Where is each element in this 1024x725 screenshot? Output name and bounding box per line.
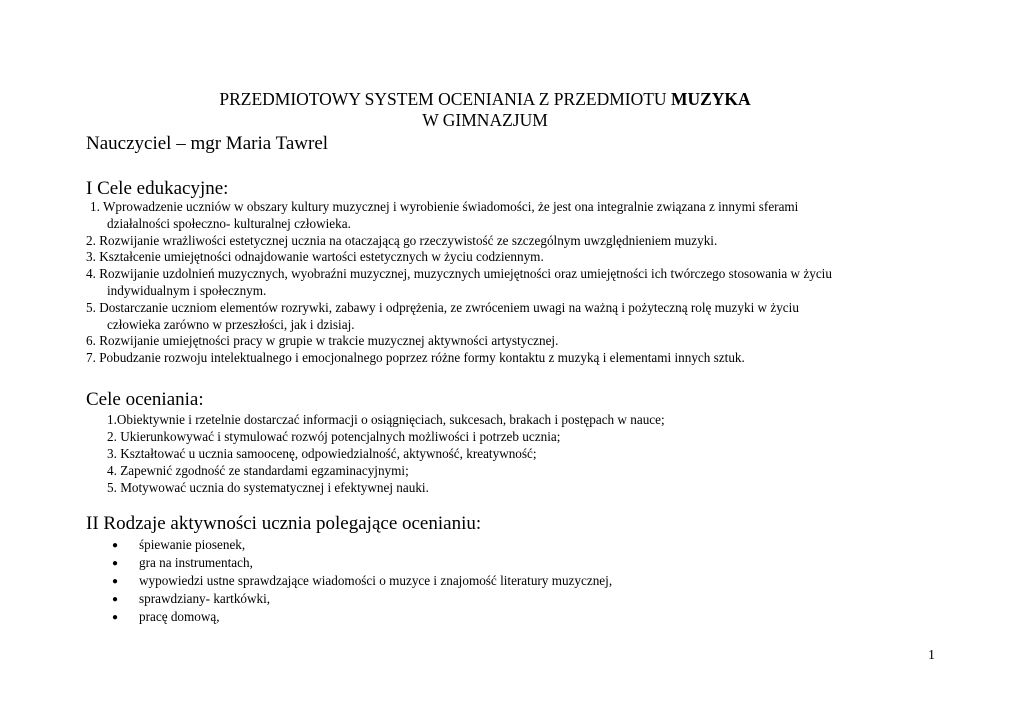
goal-line: 7. Pobudzanie rozwoju intelektualnego i emocjonalnego poprzez różne formy kontaktu z muzyką i elementami innych sztuk.	[86, 350, 745, 365]
goal-line: działalności społeczno- kulturalnej człowieka.	[107, 216, 351, 231]
title-prefix: PRZEDMIOTOWY SYSTEM OCENIANIA Z PRZEDMIOTU	[219, 89, 671, 109]
assessment-goal-line: 3. Kształtować u ucznia samoocenę, odpowiedzialność, aktywność, kreatywność;	[107, 446, 537, 461]
title-subject: MUZYKA	[670, 89, 751, 109]
bullet-icon: ●	[112, 612, 119, 623]
goal-line: 1. Wprowadzenie uczniów w obszary kultury muzycznej i wyrobienie świadomości, że jest ona integralnie związana z innymi sferami	[90, 199, 799, 214]
section-heading-activities: II Rodzaje aktywności ucznia polegające ocenianiu:	[86, 513, 482, 534]
teacher-name: Nauczyciel – mgr Maria Tawrel	[86, 133, 329, 154]
page-number: 1	[928, 648, 935, 663]
assessment-goal-line: 1.Obiektywnie i rzetelnie dostarczać informacji o osiągnięciach, sukcesach, brakach i postępach w nauce;	[107, 412, 665, 427]
list-item	[112, 609, 220, 626]
assessment-goal-line: 5. Motywować ucznia do systematycznej i efektywnej nauki.	[107, 480, 429, 495]
goal-line: 6. Rozwijanie umiejętności pracy w grupie w trakcie muzycznej aktywności artystycznej.	[86, 333, 559, 348]
list-item	[112, 591, 270, 608]
goal-line: 2. Rozwijanie wrażliwości estetycznej ucznia na otaczającą go rzeczywistość ze szczególnym uwzględnieniem muzyki.	[86, 233, 718, 248]
goal-line: 3. Kształcenie umiejętności odnajdowanie wartości estetycznych w życiu codziennym.	[86, 249, 544, 264]
list-item	[112, 537, 245, 554]
section-heading-assessment-goals: Cele oceniania:	[86, 389, 204, 410]
list-item-text: wypowiedzi ustne sprawdzające wiadomości o muzyce i znajomość literatury muzycznej,	[139, 573, 613, 588]
goal-line: 5. Dostarczanie uczniom elementów rozrywki, zabawy i odprężenia, ze zwróceniem uwagi na ważną i pożyteczną rolę muzyki w życiu	[86, 300, 799, 315]
bullet-icon: ●	[112, 558, 119, 569]
list-item-text: pracę domową,	[139, 609, 220, 624]
document-title	[0, 89, 970, 109]
assessment-goal-line: 2. Ukierunkowywać i stymulować rozwój potencjalnych możliwości i potrzeb ucznia;	[107, 429, 561, 444]
bullet-icon: ●	[112, 540, 119, 551]
list-item-text: sprawdziany- kartkówki,	[139, 591, 271, 606]
goal-line: 4. Rozwijanie uzdolnień muzycznych, wyobraźni muzycznej, muzycznych umiejętności oraz umiejętności ich twórczego stosowania w życiu	[86, 266, 832, 281]
list-item-text: gra na instrumentach,	[139, 555, 253, 570]
document-subtitle: W GIMNAZJUM	[422, 110, 548, 130]
list-item-text: śpiewanie piosenek,	[139, 537, 246, 552]
list-item	[112, 573, 612, 590]
goal-line: człowieka zarówno w przeszłości, jak i dzisiaj.	[107, 317, 355, 332]
bullet-icon: ●	[112, 576, 119, 587]
goal-line: indywidualnym i społecznym.	[107, 283, 267, 298]
section-heading-goals: I Cele edukacyjne:	[86, 178, 229, 199]
assessment-goal-line: 4. Zapewnić zgodność ze standardami egzaminacyjnymi;	[107, 463, 409, 478]
bullet-icon: ●	[112, 594, 119, 605]
list-item	[112, 555, 253, 572]
